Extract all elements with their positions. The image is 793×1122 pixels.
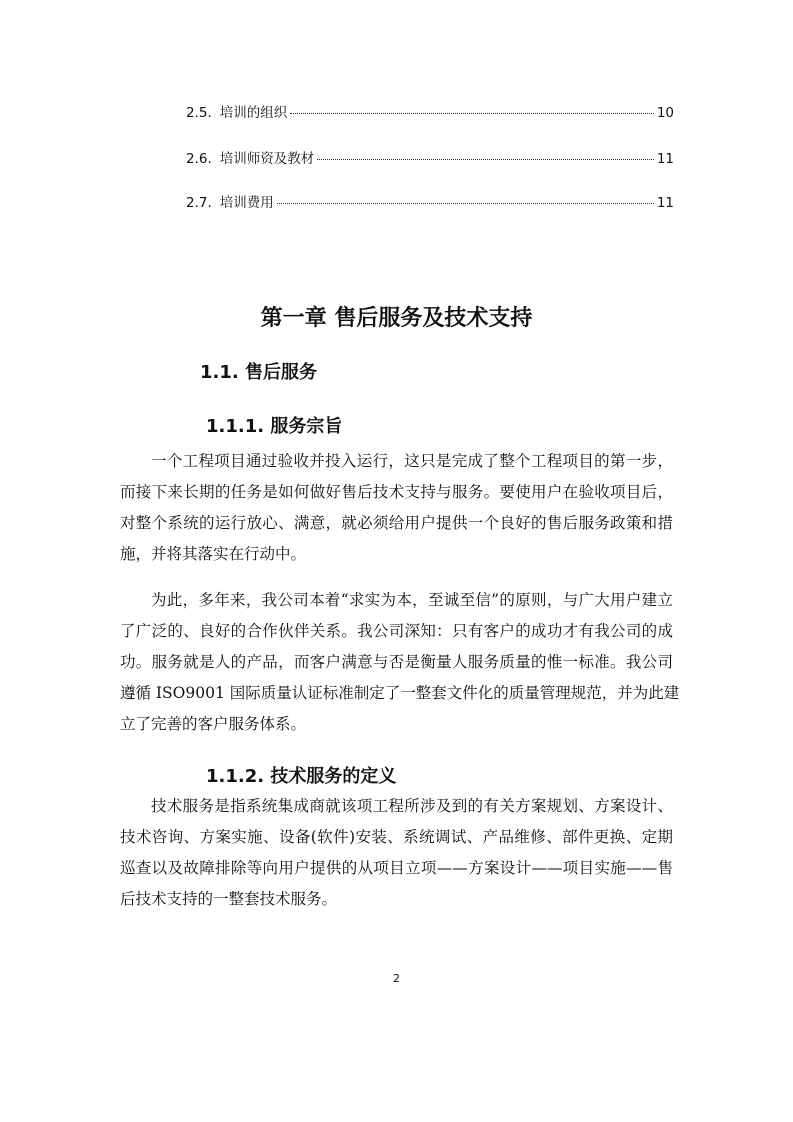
paragraph-line: 巡查以及故障排除等向用户提供的从项目立项——方案设计——项目实施——售: [120, 859, 673, 877]
toc-number: 2.7.: [186, 195, 212, 211]
toc-leader: [277, 203, 654, 204]
paragraph-line: 立了完善的客户服务体系。: [120, 715, 307, 733]
toc-title: 培训费用: [219, 195, 274, 211]
page-number: 2: [393, 972, 400, 985]
paragraph-line: 功。服务就是人的产品，而客户满意与否是衡量人服务质量的惟一标准。我公司: [120, 653, 673, 671]
paragraph-line: 对整个系统的运行放心、满意，就必须给用户提供一个良好的售后服务政策和措: [120, 514, 673, 532]
paragraph-line: 后技术支持的一整套技术服务。: [120, 890, 338, 908]
paragraph-line: 为此，多年来，我公司本着“求实为本，至诚至信”的原则，与广大用户建立: [151, 591, 673, 609]
paragraph-line: 施，并将其落实在行动中。: [120, 545, 307, 563]
toc-page: 11: [656, 151, 674, 167]
toc-entry[interactable]: [186, 191, 674, 211]
section-heading-1-1-1: 1.1.1. 服务宗旨: [206, 416, 343, 437]
paragraph-line: 遵循 ISO9001 国际质量认证标准制定了一整套文件化的质量管理规范，并为此建: [120, 684, 680, 702]
chapter-title: 第一章 售后服务及技术支持: [260, 306, 533, 331]
paragraph-line: 一个工程项目通过验收并投入运行，这只是完成了整个工程项目的第一步，: [151, 452, 673, 470]
toc-entry[interactable]: [186, 101, 674, 121]
section-heading-1-1-2: 1.1.2. 技术服务的定义: [206, 766, 397, 787]
toc-entry[interactable]: [186, 147, 674, 167]
paragraph-line: 技术咨询、方案实施、设备(软件)安装、系统调试、产品维修、部件更换、定期: [120, 828, 673, 846]
toc-number: 2.6.: [186, 151, 212, 167]
section-heading-1-1: 1.1. 售后服务: [200, 362, 317, 383]
toc-page: 11: [656, 195, 674, 211]
toc-leader: [317, 159, 654, 160]
toc-number: 2.5.: [186, 105, 212, 121]
paragraph-line: 了广泛的、良好的合作伙伴关系。我公司深知：只有客户的成功才有我公司的成: [120, 622, 673, 640]
toc-leader: [290, 113, 654, 114]
paragraph-line: 技术服务是指系统集成商就该项工程所涉及到的有关方案规划、方案设计、: [151, 797, 673, 815]
toc-title: 培训的组织: [219, 105, 288, 121]
toc-title: 培训师资及教材: [219, 151, 315, 167]
toc-page: 10: [656, 105, 674, 121]
paragraph-line: 而接下来长期的任务是如何做好售后技术支持与服务。要使用户在验收项目后，: [120, 483, 673, 501]
